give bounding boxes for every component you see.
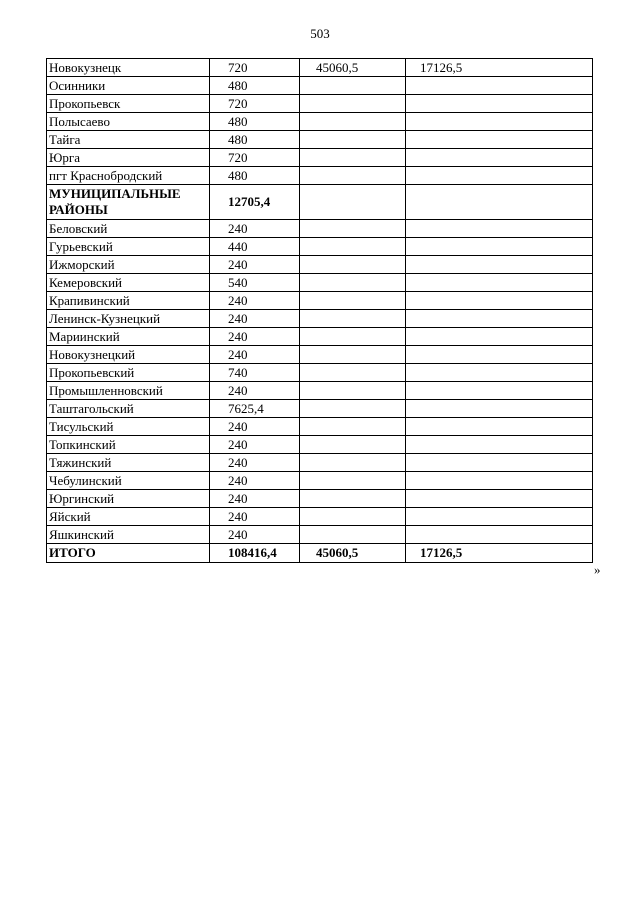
table-row	[47, 59, 593, 77]
row-value-1: 240	[210, 508, 300, 526]
page-number: 503	[310, 26, 330, 41]
row-value-3	[406, 256, 593, 274]
row-value-2	[300, 113, 406, 131]
row-value-3	[406, 526, 593, 544]
row-name: Яшкинский	[47, 526, 210, 544]
row-value-1: 7625,4	[210, 400, 300, 418]
row-value-3	[406, 238, 593, 256]
row-value-1: 540	[210, 274, 300, 292]
row-name: Новокузнецк	[47, 59, 210, 77]
row-value-1: 240	[210, 328, 300, 346]
row-value-3	[406, 508, 593, 526]
section-header-row	[47, 185, 593, 220]
row-value-2	[300, 167, 406, 185]
row-name: Топкинский	[47, 436, 210, 454]
row-value-3	[406, 400, 593, 418]
row-value-3	[406, 436, 593, 454]
row-value-1: 720	[210, 149, 300, 167]
closing-quote: »	[594, 562, 601, 577]
row-value-2	[300, 220, 406, 238]
row-value-3	[406, 131, 593, 149]
row-value-2	[300, 256, 406, 274]
row-name: Юргинский	[47, 490, 210, 508]
row-value-3	[406, 113, 593, 131]
table-row	[47, 149, 593, 167]
row-value-1: 240	[210, 490, 300, 508]
row-value-3	[406, 328, 593, 346]
row-value-1: 480	[210, 113, 300, 131]
row-value-2	[300, 382, 406, 400]
row-value-3	[406, 274, 593, 292]
row-value-1: 240	[210, 454, 300, 472]
row-value-1: 240	[210, 526, 300, 544]
row-value-3	[406, 382, 593, 400]
row-value-3	[406, 77, 593, 95]
total-row	[47, 544, 593, 563]
table-row	[47, 292, 593, 310]
row-value-2: 45060,5	[300, 59, 406, 77]
row-value-1: 440	[210, 238, 300, 256]
row-name: Беловский	[47, 220, 210, 238]
table-row	[47, 454, 593, 472]
table-row	[47, 274, 593, 292]
row-name: Гурьевский	[47, 238, 210, 256]
table-row	[47, 508, 593, 526]
row-name: Таштагольский	[47, 400, 210, 418]
total-label: ИТОГО	[47, 544, 210, 563]
row-value-3	[406, 454, 593, 472]
row-name: Ленинск-Кузнецкий	[47, 310, 210, 328]
row-value-1: 240	[210, 472, 300, 490]
table-row	[47, 346, 593, 364]
row-name: Прокопьевский	[47, 364, 210, 382]
row-name: Новокузнецкий	[47, 346, 210, 364]
total-value-3: 17126,5	[406, 544, 593, 563]
row-value-3	[406, 95, 593, 113]
row-value-2	[300, 490, 406, 508]
row-name: Промышленновский	[47, 382, 210, 400]
row-name: Прокопьевск	[47, 95, 210, 113]
row-value-1: 240	[210, 220, 300, 238]
row-value-3	[406, 310, 593, 328]
row-value-2	[300, 436, 406, 454]
table-row	[47, 364, 593, 382]
section-header-name: МУНИЦИПАЛЬНЫЕ РАЙОНЫ	[47, 185, 210, 220]
row-value-2	[300, 454, 406, 472]
row-value-3	[406, 418, 593, 436]
row-value-2	[300, 418, 406, 436]
row-name: Осинники	[47, 77, 210, 95]
row-value-2	[300, 472, 406, 490]
row-value-1: 240	[210, 310, 300, 328]
row-value-3	[406, 292, 593, 310]
row-value-1: 240	[210, 436, 300, 454]
table-row	[47, 382, 593, 400]
row-name: Юрга	[47, 149, 210, 167]
row-name: Ижморский	[47, 256, 210, 274]
row-name: Тайга	[47, 131, 210, 149]
row-name: Чебулинский	[47, 472, 210, 490]
row-value-1: 720	[210, 95, 300, 113]
table-row	[47, 220, 593, 238]
table-row	[47, 328, 593, 346]
table-row	[47, 113, 593, 131]
row-value-2	[300, 149, 406, 167]
row-value-2	[300, 400, 406, 418]
row-name: Кемеровский	[47, 274, 210, 292]
row-value-3: 17126,5	[406, 59, 593, 77]
row-name: Яйский	[47, 508, 210, 526]
row-value-2	[300, 328, 406, 346]
row-value-2	[300, 95, 406, 113]
section-header-value-2	[300, 185, 406, 220]
row-name: Мариинский	[47, 328, 210, 346]
total-value-2: 45060,5	[300, 544, 406, 563]
row-value-3	[406, 490, 593, 508]
section-header-value-3	[406, 185, 593, 220]
row-value-3	[406, 364, 593, 382]
row-value-1: 240	[210, 418, 300, 436]
table-row	[47, 436, 593, 454]
row-value-1: 240	[210, 256, 300, 274]
row-name: Тисульский	[47, 418, 210, 436]
table-row	[47, 167, 593, 185]
row-value-1: 240	[210, 346, 300, 364]
row-value-2	[300, 77, 406, 95]
row-value-1: 480	[210, 77, 300, 95]
row-value-1: 480	[210, 131, 300, 149]
row-value-2	[300, 131, 406, 149]
row-value-1: 240	[210, 292, 300, 310]
row-value-3	[406, 472, 593, 490]
row-value-2	[300, 238, 406, 256]
row-value-2	[300, 508, 406, 526]
row-value-2	[300, 292, 406, 310]
total-value-1: 108416,4	[210, 544, 300, 563]
row-name: Тяжинский	[47, 454, 210, 472]
table-row	[47, 472, 593, 490]
row-name: Крапивинский	[47, 292, 210, 310]
row-name: Полысаево	[47, 113, 210, 131]
table-row	[47, 77, 593, 95]
row-value-3	[406, 167, 593, 185]
allocation-table	[46, 58, 593, 563]
row-value-1: 720	[210, 59, 300, 77]
table-row	[47, 310, 593, 328]
table-row	[47, 490, 593, 508]
row-value-1: 240	[210, 382, 300, 400]
table-row	[47, 95, 593, 113]
row-value-1: 740	[210, 364, 300, 382]
row-value-2	[300, 310, 406, 328]
row-value-2	[300, 274, 406, 292]
table-row	[47, 418, 593, 436]
row-value-1: 480	[210, 167, 300, 185]
table-body	[47, 59, 593, 563]
row-name: пгт Краснобродский	[47, 167, 210, 185]
table-row	[47, 400, 593, 418]
row-value-3	[406, 149, 593, 167]
row-value-2	[300, 346, 406, 364]
row-value-2	[300, 364, 406, 382]
table-row	[47, 526, 593, 544]
row-value-3	[406, 220, 593, 238]
table-row	[47, 131, 593, 149]
row-value-3	[406, 346, 593, 364]
table-row	[47, 238, 593, 256]
section-header-value-1: 12705,4	[210, 185, 300, 220]
table-row	[47, 256, 593, 274]
row-value-2	[300, 526, 406, 544]
